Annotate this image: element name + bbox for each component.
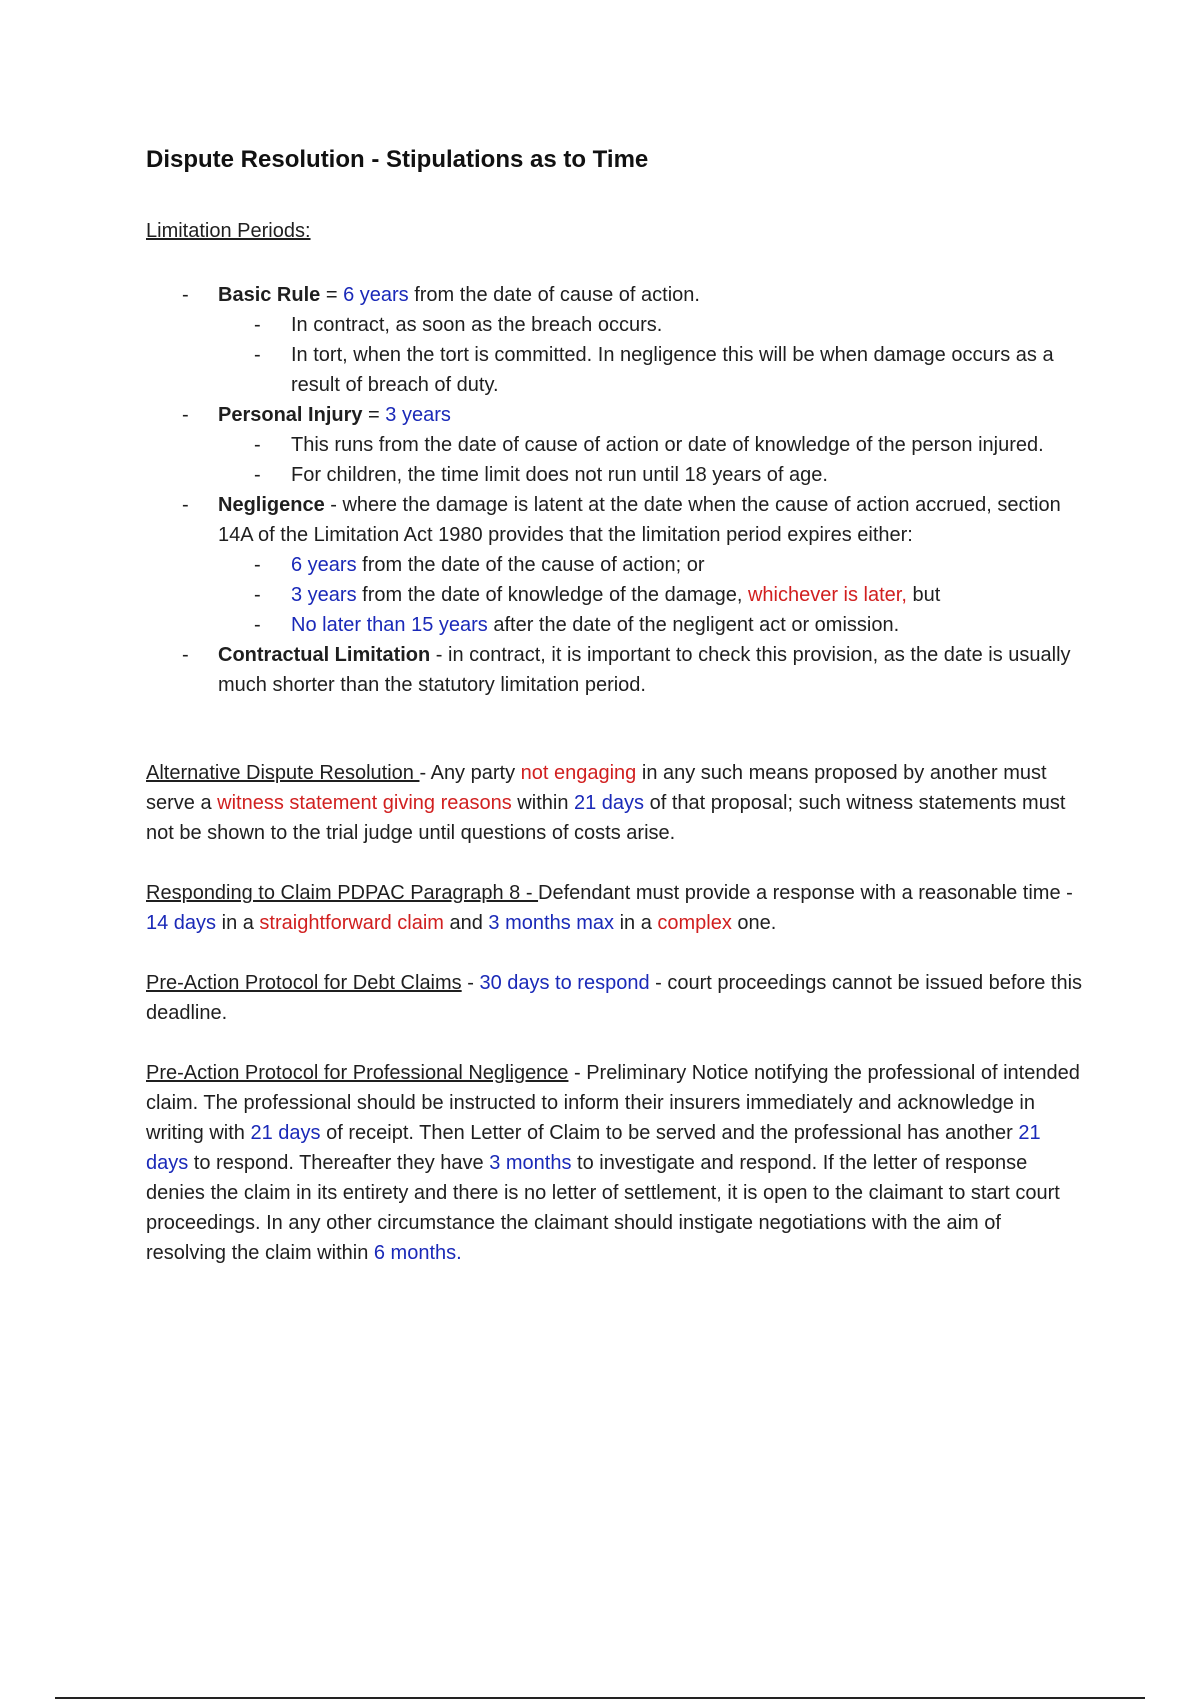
paragraph-heading: Pre-Action Protocol for Debt Claims: [146, 972, 462, 994]
highlight-text: No later than 15 years: [291, 614, 488, 636]
text-run: - court proceedings cannot be issued before this deadline.: [146, 972, 1083, 1024]
sub-list-item: [218, 610, 1086, 640]
sub-list-item: [218, 430, 1086, 460]
section-heading-limitation: Limitation Periods:: [146, 220, 311, 242]
text-run: - Preliminary Notice notifying the professional of intended claim. The professional should be instructed to inform their insurers immediately and acknowledge in writing with: [146, 1062, 1080, 1144]
paragraph-heading: Responding to Claim PDPAC Paragraph 8 -: [146, 882, 539, 904]
text-run: of receipt. Then Letter of Claim to be served and the professional has another: [320, 1122, 1019, 1144]
text-run: and: [443, 912, 489, 934]
highlight-text: not engaging: [520, 762, 637, 784]
paragraph: [146, 878, 1086, 938]
limitation-item-title: Contractual Limitation: [218, 644, 431, 666]
text-run: -: [461, 972, 480, 994]
text-run: This runs from the date of cause of action or date of knowledge of the person injured.: [291, 434, 1044, 456]
text-run: of that proposal; such witness statements must not be shown to the trial judge until questions of costs arise.: [146, 792, 1066, 844]
paragraphs: [146, 758, 1086, 1268]
text-run: in a: [216, 912, 260, 934]
highlight-text: 21 days: [574, 792, 645, 814]
text-run: one.: [731, 912, 777, 934]
sub-list-item: [218, 580, 1086, 610]
paragraph: [146, 1058, 1086, 1268]
highlight-text: 21 days: [250, 1122, 321, 1144]
sub-list: [218, 430, 1086, 490]
text-run: within: [511, 792, 574, 814]
text-run: but: [906, 584, 941, 606]
highlight-text: 6 months.: [373, 1242, 462, 1264]
text-run: - Any party: [419, 762, 521, 784]
limitation-item-title: Basic Rule: [218, 284, 321, 306]
document-page: [146, 140, 1086, 1298]
limitation-item-title: Personal Injury: [218, 404, 363, 426]
highlight-text: 3 months: [489, 1152, 572, 1174]
highlight-text: 6 years: [291, 554, 357, 576]
separator: =: [362, 404, 386, 426]
sub-list: [218, 550, 1086, 640]
limitation-item-text: - where the damage is latent at the date when the cause of action accrued, section 14A of the Limitation Act 1980 provides that the limitation period expires either:: [218, 494, 1061, 546]
sub-list-item: [218, 310, 1086, 340]
limitation-item: [146, 490, 1086, 640]
text-run: in a: [614, 912, 658, 934]
text-run: Defendant must provide a response with a reasonable time -: [538, 882, 1073, 904]
sub-list-item: [218, 460, 1086, 490]
paragraph-heading: Alternative Dispute Resolution: [146, 762, 420, 784]
highlight-text: 3 years: [291, 584, 357, 606]
limitation-item: [146, 400, 1086, 490]
page-title: Dispute Resolution - Stipulations as to Time: [146, 146, 649, 173]
separator: =: [320, 284, 344, 306]
text-run: to investigate and respond. If the letter of response denies the claim in its entirety and there is no letter of settlement, it is open to the claimant to start court proceedings. In any other circumstance the claimant should instigate negotiations with the aim of resolving the claim within: [146, 1152, 1060, 1264]
highlight-text: complex: [657, 912, 732, 934]
limitation-item-title: Negligence: [218, 494, 325, 516]
highlight-text: witness statement giving reasons: [217, 792, 512, 814]
sub-list-item: [218, 340, 1086, 400]
period-highlight: 6 years: [343, 284, 409, 306]
paragraph: [146, 758, 1086, 848]
text-run: in any such means proposed by another must serve a: [146, 762, 1047, 814]
highlight-text: straightforward claim: [259, 912, 444, 934]
limitation-item: [146, 280, 1086, 400]
highlight-text: 21 days: [146, 1122, 1041, 1174]
text-run: after the date of the negligent act or omission.: [487, 614, 900, 636]
paragraph: [146, 968, 1086, 1028]
page-divider: [55, 1697, 1145, 1699]
highlight-text: 14 days: [146, 912, 217, 934]
text-run: from the date of the cause of action; or: [356, 554, 705, 576]
sub-list: [218, 310, 1086, 400]
text-run: to respond. Thereafter they have: [188, 1152, 490, 1174]
text-run: In tort, when the tort is committed. In negligence this will be when damage occurs as a result of breach of duty.: [291, 344, 1054, 396]
highlight-text: 30 days to respond: [479, 972, 650, 994]
limitation-list: [146, 280, 1086, 700]
limitation-item: [146, 640, 1086, 700]
paragraph-heading: Pre-Action Protocol for Professional Negligence: [146, 1062, 569, 1084]
text-run: In contract, as soon as the breach occurs.: [291, 314, 663, 336]
highlight-text: whichever is later,: [747, 584, 907, 606]
period-highlight: 3 years: [385, 404, 451, 426]
text-run: from the date of knowledge of the damage,: [356, 584, 748, 606]
limitation-item-text: from the date of cause of action.: [408, 284, 700, 306]
limitation-item-text: - in contract, it is important to check this provision, as the date is usually much shorter than the statutory limitation period.: [218, 644, 1071, 696]
highlight-text: 3 months max: [488, 912, 615, 934]
sub-list-item: [218, 550, 1086, 580]
text-run: For children, the time limit does not run until 18 years of age.: [291, 464, 828, 486]
